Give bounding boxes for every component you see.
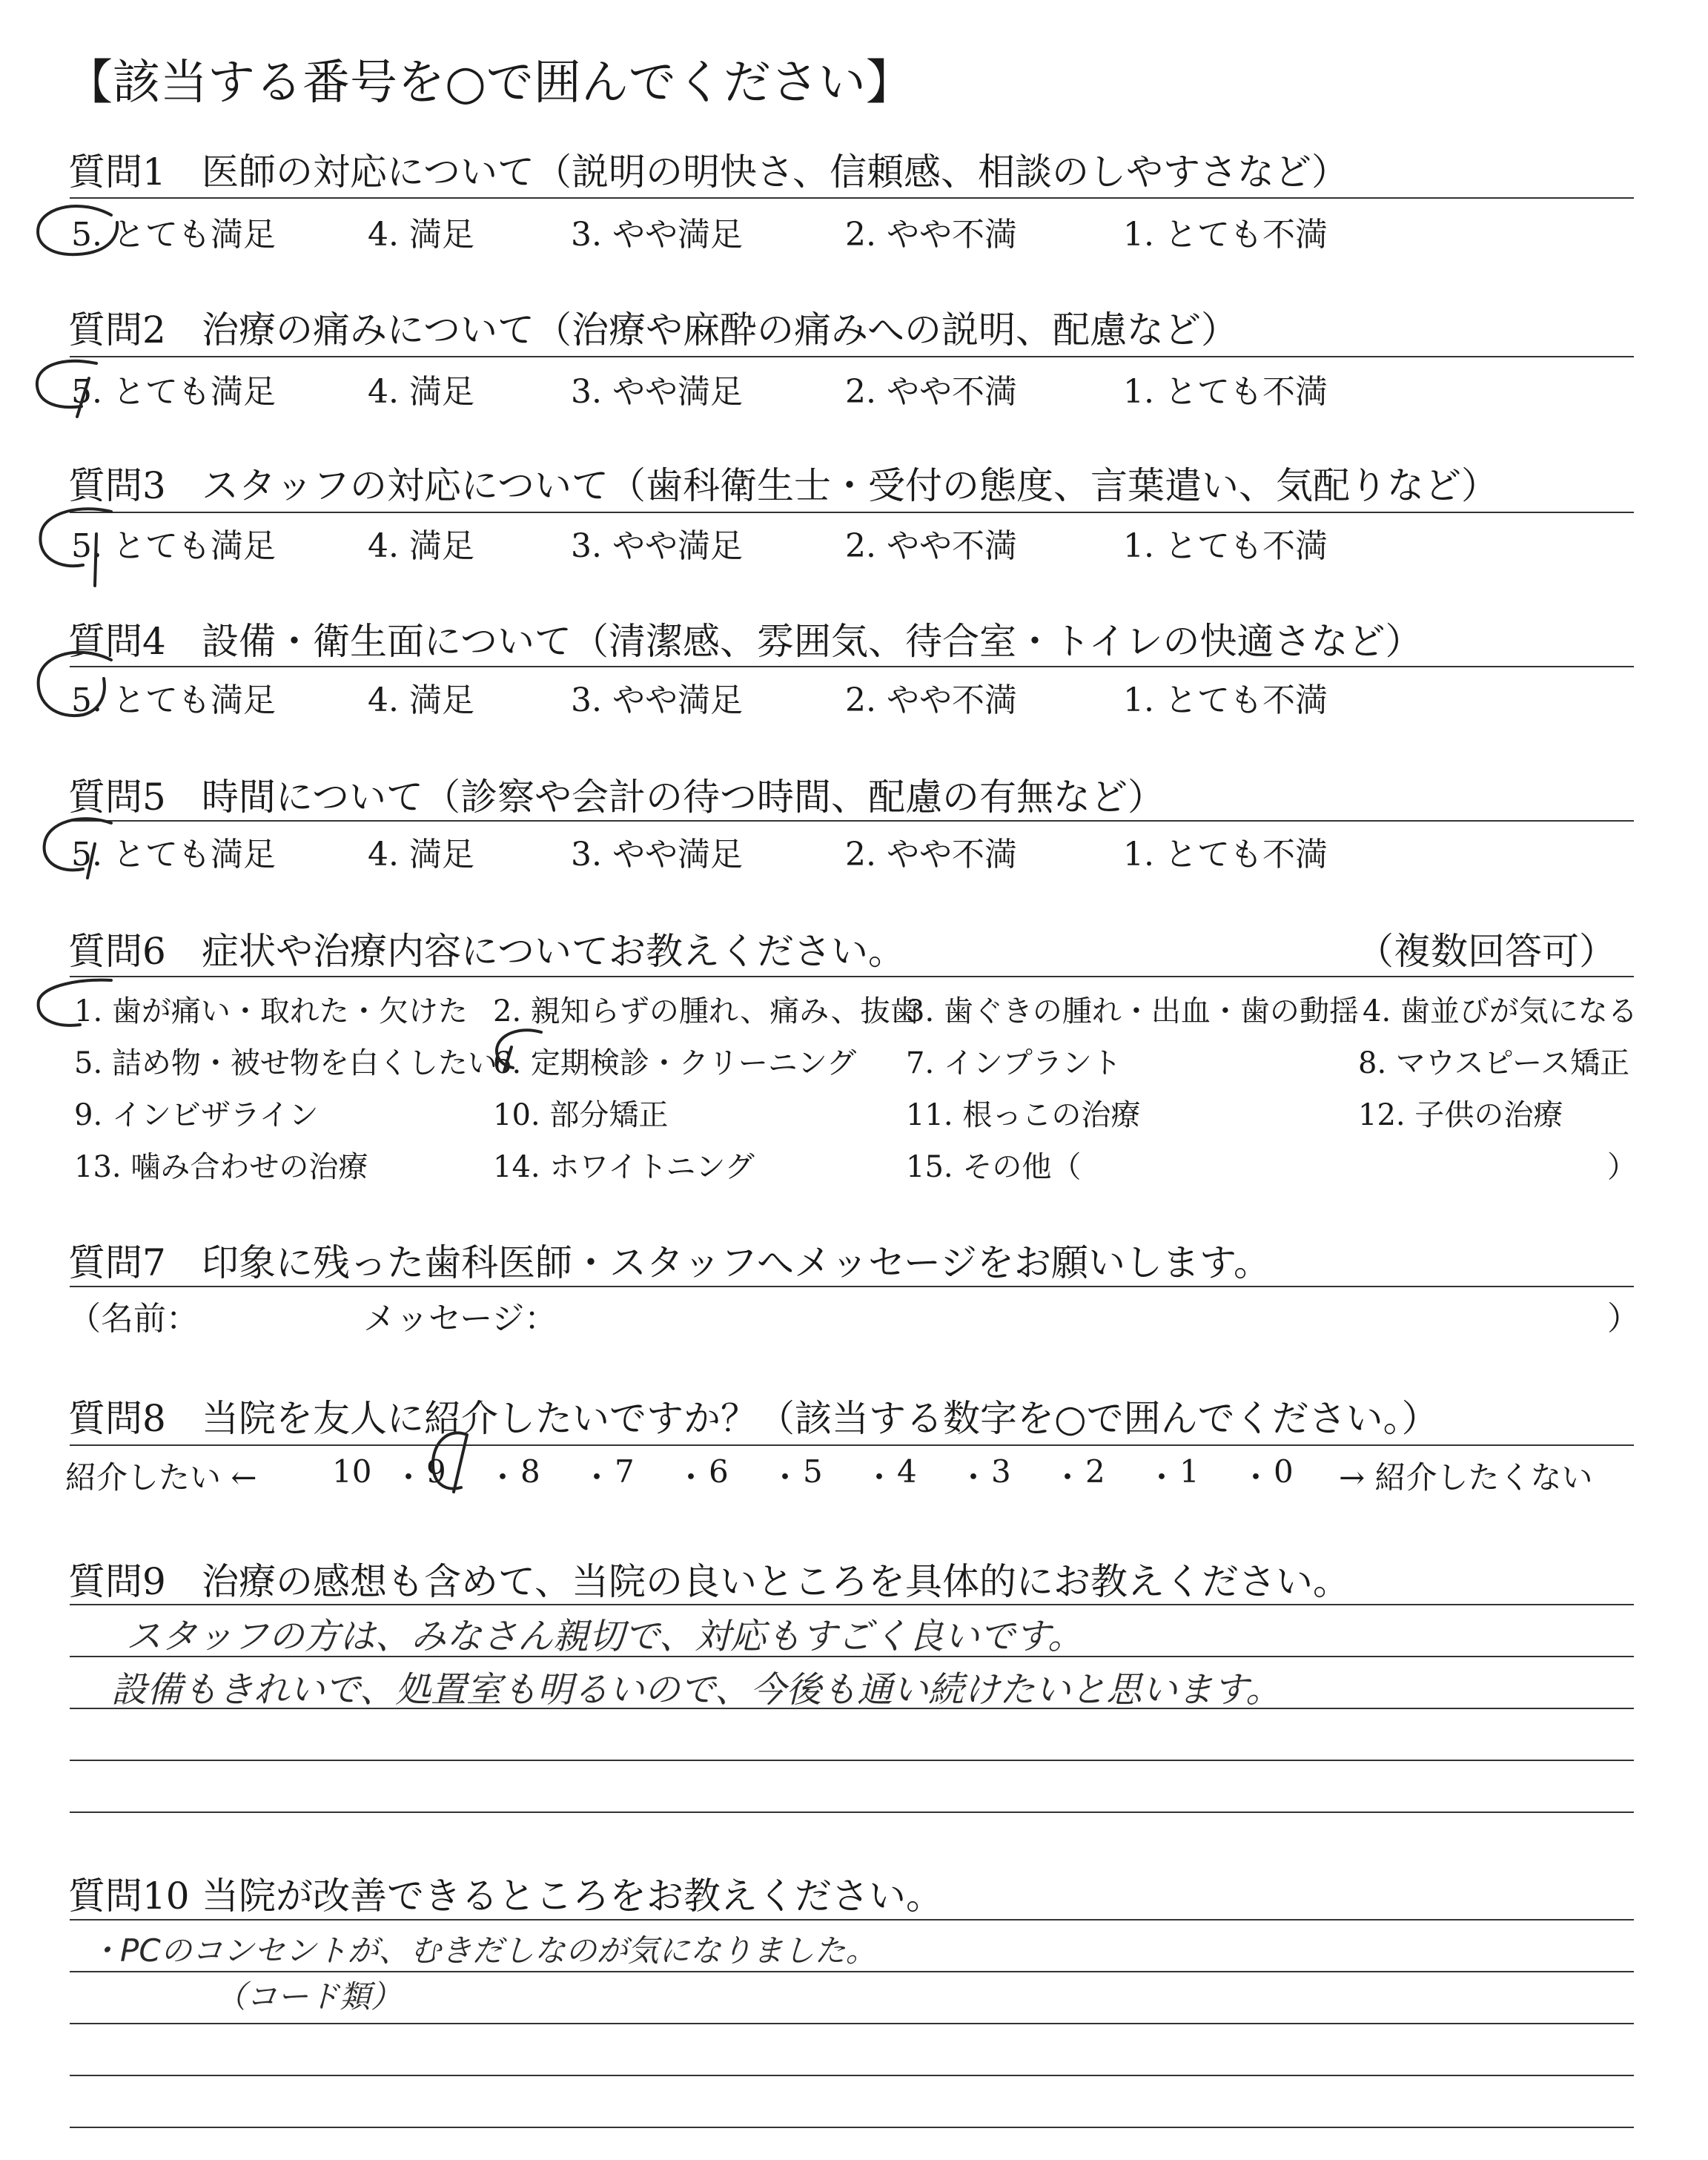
scale-separator-dot: ・ (581, 1459, 613, 1496)
answer-line (70, 2075, 1634, 2076)
q2-option-5[interactable]: 5. とても満足 (71, 373, 276, 411)
question-4-label: 質問4 (68, 620, 166, 663)
q9-handwritten-answer-line-1: スタッフの方は、みなさん親切で、対応もすごく良いです。 (126, 1616, 1084, 1657)
q2-option-2[interactable]: 2. やや不満 (845, 373, 1017, 411)
q2-option-4[interactable]: 4. 満足 (368, 373, 474, 411)
scale-separator-dot: ・ (1052, 1459, 1084, 1496)
recommend-left-label: 紹介したい ← (65, 1459, 257, 1496)
question-2-text: 治療の痛みについて（治療や麻酔の痛みへの説明、配慮など） (202, 308, 1238, 351)
q4-option-2[interactable]: 2. やや不満 (845, 681, 1017, 719)
divider (70, 356, 1634, 357)
question-1-label: 質問1 (68, 151, 166, 194)
recommend-score-6[interactable]: 6 (709, 1453, 729, 1490)
q7-close-paren: ） (1607, 1300, 1640, 1338)
answer-line (70, 1760, 1634, 1761)
recommend-score-7[interactable]: 7 (615, 1453, 635, 1490)
q6-option-15[interactable]: 15. その他（ (906, 1150, 1082, 1184)
recommend-score-5[interactable]: 5 (803, 1453, 823, 1490)
scale-separator-dot: ・ (675, 1459, 707, 1496)
divider (70, 1444, 1634, 1446)
question-9-label: 質問9 (68, 1560, 166, 1603)
recommend-right-label: → 紹介したくない (1339, 1459, 1593, 1496)
divider (70, 820, 1634, 822)
answer-line (70, 1604, 1634, 1605)
question-5-label: 質問5 (68, 776, 166, 819)
q1-option-2[interactable]: 2. やや不満 (845, 216, 1017, 254)
recommend-score-10[interactable]: 10 (332, 1453, 372, 1490)
q6-option-1[interactable]: 1. 歯が痛い・取れた・欠けた (74, 994, 468, 1028)
answer-line (70, 2023, 1634, 2024)
question-10-label: 質問10 (68, 1875, 190, 1918)
divider (70, 1286, 1634, 1287)
question-8-text: 当院を友人に紹介したいですか？（該当する数字を○で囲んでください。） (202, 1397, 1439, 1440)
q6-option-3[interactable]: 3. 歯ぐきの腫れ・出血・歯の動揺 (906, 994, 1359, 1028)
answer-line (70, 2127, 1634, 2128)
q6-option-14[interactable]: 14. ホワイトニング (493, 1150, 755, 1184)
question-7-label: 質問7 (68, 1241, 166, 1284)
q4-option-5[interactable]: 5. とても満足 (71, 681, 276, 719)
scale-separator-dot: ・ (864, 1459, 896, 1496)
recommend-score-4[interactable]: 4 (897, 1453, 917, 1490)
q1-option-3[interactable]: 3. やや満足 (571, 216, 743, 254)
q3-option-3[interactable]: 3. やや満足 (571, 527, 743, 565)
q10-handwritten-answer-line-2: （コード類） (215, 1978, 403, 2015)
divider (70, 197, 1634, 199)
scale-separator-dot: ・ (393, 1459, 425, 1496)
question-9-text: 治療の感想も含めて、当院の良いところを具体的にお教えください。 (202, 1560, 1350, 1603)
q6-other-close-paren: ） (1607, 1150, 1637, 1184)
scale-separator-dot: ・ (958, 1459, 990, 1496)
multiple-answers-note: （複数回答可） (1357, 930, 1616, 973)
scale-separator-dot: ・ (769, 1459, 801, 1496)
question-6-label: 質問6 (68, 930, 166, 973)
question-8-label: 質問8 (68, 1397, 166, 1440)
q1-option-5[interactable]: 5. とても満足 (71, 216, 276, 254)
question-3-text: スタッフの対応について（歯科衛生士・受付の態度、言葉遣い、気配りなど） (202, 464, 1498, 507)
divider (70, 512, 1634, 513)
q6-option-8[interactable]: 8. マウスピース矯正 (1358, 1046, 1630, 1080)
q2-option-3[interactable]: 3. やや満足 (571, 373, 743, 411)
question-6-text: 症状や治療内容についてお教えください。 (202, 930, 905, 973)
recommend-score-0[interactable]: 0 (1274, 1453, 1294, 1490)
recommend-score-1[interactable]: 1 (1179, 1453, 1199, 1490)
q6-option-13[interactable]: 13. 噛み合わせの治療 (74, 1150, 368, 1184)
q4-option-3[interactable]: 3. やや満足 (571, 681, 743, 719)
q6-option-11[interactable]: 11. 根っこの治療 (906, 1098, 1141, 1132)
q6-option-5[interactable]: 5. 詰め物・被せ物を白くしたい (74, 1046, 497, 1080)
q10-handwritten-answer-line-1: ・PCのコンセントが、むきだしなのが気になりました。 (89, 1932, 877, 1969)
question-2-label: 質問2 (68, 308, 166, 351)
q5-option-4[interactable]: 4. 満足 (368, 836, 474, 873)
recommend-score-8[interactable]: 8 (520, 1453, 540, 1490)
q5-option-3[interactable]: 3. やや満足 (571, 836, 743, 873)
q6-option-12[interactable]: 12. 子供の治療 (1358, 1098, 1563, 1132)
scale-separator-dot: ・ (487, 1459, 519, 1496)
q5-option-5[interactable]: 5. とても満足 (71, 836, 276, 873)
q3-option-2[interactable]: 2. やや不満 (845, 527, 1017, 565)
q6-option-2[interactable]: 2. 親知らずの腫れ、痛み、抜歯 (493, 994, 920, 1028)
name-field-label: （名前： (68, 1300, 199, 1338)
q6-option-10[interactable]: 10. 部分矯正 (493, 1098, 669, 1132)
q3-option-4[interactable]: 4. 満足 (368, 527, 474, 565)
recommend-score-2[interactable]: 2 (1085, 1453, 1105, 1490)
q5-option-1[interactable]: 1. とても不満 (1123, 836, 1328, 873)
recommend-score-3[interactable]: 3 (991, 1453, 1011, 1490)
q6-option-9[interactable]: 9. インビザライン (74, 1098, 319, 1132)
page-title: 【該当する番号を○で囲んでください】 (65, 56, 913, 110)
q6-option-7[interactable]: 7. インプラント (906, 1046, 1122, 1080)
q5-option-2[interactable]: 2. やや不満 (845, 836, 1017, 873)
q1-option-4[interactable]: 4. 満足 (368, 216, 474, 254)
q1-option-1[interactable]: 1. とても不満 (1123, 216, 1328, 254)
answer-line (70, 1919, 1634, 1920)
divider (70, 666, 1634, 667)
q3-option-1[interactable]: 1. とても不満 (1123, 527, 1328, 565)
question-4-text: 設備・衛生面について（清潔感、雰囲気、待合室・トイレの快適さなど） (202, 620, 1423, 663)
divider (70, 976, 1634, 977)
scale-separator-dot: ・ (1146, 1459, 1178, 1496)
q4-option-4[interactable]: 4. 満足 (368, 681, 474, 719)
q4-option-1[interactable]: 1. とても不満 (1123, 681, 1328, 719)
message-field-label: メッセージ： (363, 1300, 557, 1338)
q6-option-6[interactable]: 6. 定期検診・クリーニング (493, 1046, 857, 1080)
q2-option-1[interactable]: 1. とても不満 (1123, 373, 1328, 411)
question-10-text: 当院が改善できるところをお教えください。 (202, 1875, 943, 1918)
question-3-label: 質問3 (68, 464, 166, 507)
question-1-text: 医師の対応について（説明の明快さ、信頼感、相談のしやすさなど） (202, 151, 1348, 194)
q6-option-4[interactable]: 4. 歯並びが気になる (1363, 994, 1638, 1028)
recommend-score-9[interactable]: 9 (426, 1453, 446, 1490)
question-7-text: 印象に残った歯科医師・スタッフへメッセージをお願いします。 (202, 1241, 1271, 1284)
q3-option-5[interactable]: 5. とても満足 (71, 527, 276, 565)
scale-separator-dot: ・ (1240, 1459, 1272, 1496)
answer-line (70, 1811, 1634, 1813)
question-5-text: 時間について（診察や会計の待つ時間、配慮の有無など） (202, 776, 1165, 819)
q9-handwritten-answer-line-2: 設備もきれいで、処置室も明るいので、今後も通い続けたいと思います。 (111, 1669, 1282, 1711)
